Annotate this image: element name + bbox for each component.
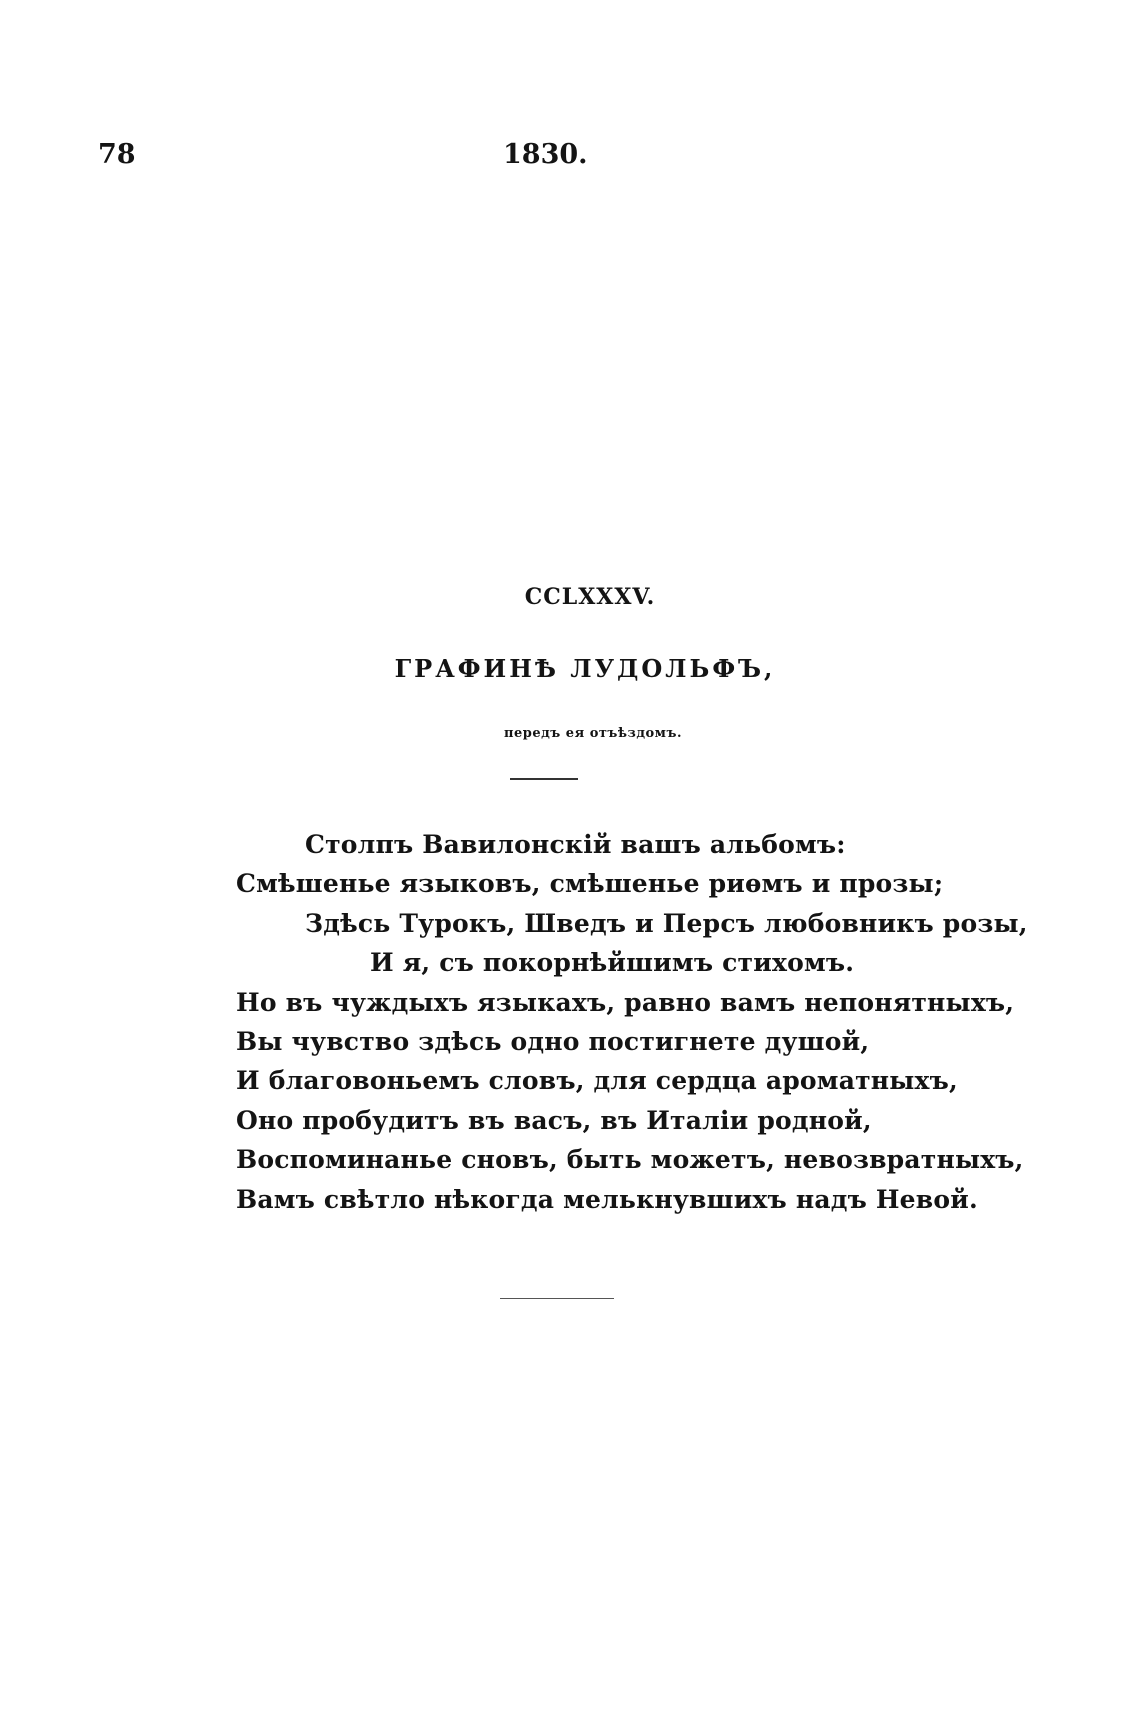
- poem-line: Смѣшенье языковъ, смѣшенье риѳмъ и прозы;: [236, 869, 944, 899]
- running-header-year: 1830.: [503, 139, 588, 170]
- poem-line: Вы чувство здѣсь одно постигнете душой,: [236, 1026, 870, 1056]
- poem-line: Оно пробудитъ въ васъ, въ Италіи родной,: [236, 1105, 872, 1135]
- page-number: 78: [98, 139, 136, 170]
- poem-line: Здѣсь Турокъ, Шведъ и Персъ любовникъ розы,: [305, 908, 1028, 938]
- poem-line: Вамъ свѣтло нѣкогда мелькнувшихъ надъ Невой.: [236, 1184, 978, 1214]
- poem-line: И благовоньемъ словъ, для сердца ароматныхъ,: [236, 1066, 958, 1096]
- poem-number: CCLXXXV.: [524, 584, 656, 610]
- poem-subtitle: передъ ея отъѣздомъ.: [504, 726, 682, 741]
- poem-line: И я, съ покорнѣйшимъ стихомъ.: [370, 948, 855, 978]
- poem-line: Столпъ Вавилонскій вашъ альбомъ:: [305, 830, 846, 859]
- poem-stanza: [236, 825, 1036, 1219]
- title-divider: [510, 778, 578, 780]
- poem-line: Но въ чуждыхъ языкахъ, равно вамъ непонятныхъ,: [236, 987, 1015, 1017]
- poem-title: ГРАФИНѢ ЛУДОЛЬФЪ,: [394, 654, 776, 683]
- end-divider: [500, 1298, 614, 1299]
- poem-line: Воспоминанье сновъ, быть можетъ, невозвратныхъ,: [236, 1145, 1024, 1175]
